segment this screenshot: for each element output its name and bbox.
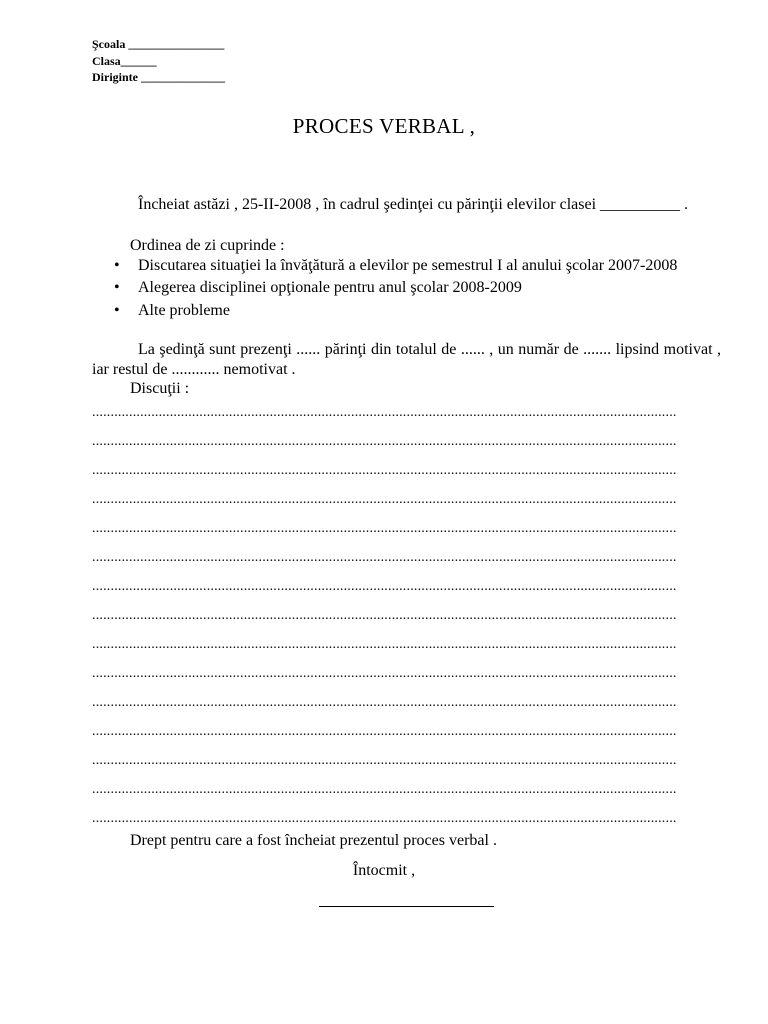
dotted-line: .............................................................................................................................................................. xyxy=(92,405,677,420)
teacher-field: Diriginte ______________ xyxy=(92,70,225,84)
agenda-item: • Discutarea situaţiei la învăţătură a elevilor pe semestrul I al anului şcolar 2007-2008 xyxy=(92,256,721,276)
dotted-line: .............................................................................................................................................................. xyxy=(92,434,677,449)
dotted-line: .............................................................................................................................................................. xyxy=(92,753,677,768)
school-field: Şcoala ________________ xyxy=(92,37,225,51)
dotted-line: .............................................................................................................................................................. xyxy=(92,724,677,739)
dotted-line: .............................................................................................................................................................. xyxy=(92,608,677,623)
class-field: Clasa______ xyxy=(92,53,157,68)
discussions-label: Discuţii : xyxy=(130,380,190,397)
dotted-line: .............................................................................................................................................................. xyxy=(92,811,677,826)
document-header xyxy=(92,36,225,86)
closing-statement: Drept pentru care a fost încheiat prezentul proces verbal . xyxy=(130,832,497,849)
intro-paragraph: Încheiat astăzi , 25-II-2008 , în cadrul şedinţei cu părinţii elevilor clasei __________ . xyxy=(138,196,689,213)
dotted-line: .............................................................................................................................................................. xyxy=(92,782,677,797)
agenda-heading: Ordinea de zi cuprinde : xyxy=(130,237,285,254)
document-title: PROCES VERBAL , xyxy=(292,114,476,138)
dotted-line: .............................................................................................................................................................. xyxy=(92,637,677,652)
signature-label: Întocmit , xyxy=(352,862,416,879)
signature-line xyxy=(319,906,494,907)
dotted-line: .............................................................................................................................................................. xyxy=(92,463,677,478)
dotted-line: .............................................................................................................................................................. xyxy=(92,666,677,681)
attendance-paragraph: La şedinţă sunt prezenţi ...... părinţi din totalul de ...... , un număr de ....... lipsind motivat , iar restul de ............ nemotivat . xyxy=(92,341,721,378)
dotted-line: .............................................................................................................................................................. xyxy=(92,521,677,536)
agenda-item: • Alegerea disciplinei opţionale pentru anul şcolar 2008-2009 xyxy=(92,278,721,298)
discussion-lines xyxy=(92,398,718,833)
dotted-line: .............................................................................................................................................................. xyxy=(92,695,677,710)
dotted-line: .............................................................................................................................................................. xyxy=(92,550,677,565)
agenda-item: • Alte probleme xyxy=(92,301,721,321)
agenda-list xyxy=(92,256,721,321)
dotted-line: .............................................................................................................................................................. xyxy=(92,492,677,507)
dotted-line: .............................................................................................................................................................. xyxy=(92,579,677,594)
